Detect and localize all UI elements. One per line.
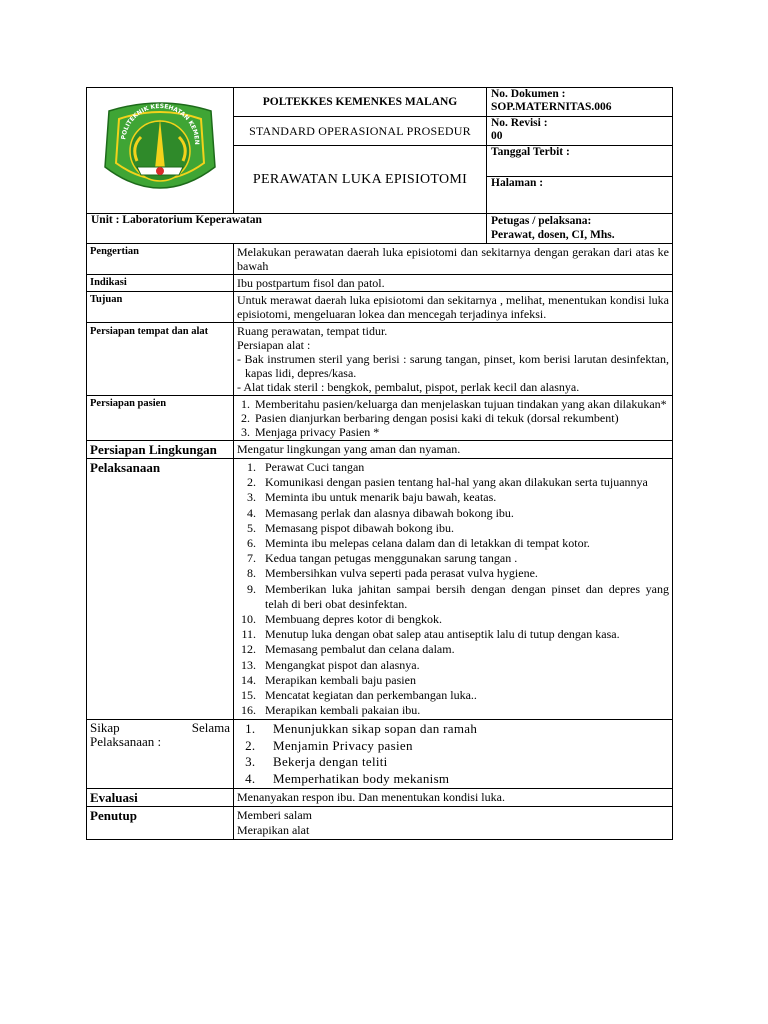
list-item: 1. Memberitahu pasien/keluarga dan menjelaskan tujuan tindakan yang akan dilakukan* xyxy=(253,397,669,411)
no-dokumen-label: No. Dokumen : xyxy=(491,88,566,100)
pengertian-label: Pengertian xyxy=(87,244,234,275)
list-item: 10. Membuang depres kotor di bengkok. xyxy=(259,612,669,627)
list-item: 3. Bekerja dengan teliti xyxy=(259,754,669,771)
list-item: 4. Memasang perlak dan alasnya dibawah bokong ibu. xyxy=(259,506,669,521)
list-item: - Alat tidak steril : bengkok, pembalut, pispot, perlak kecil dan alasnya. xyxy=(237,380,580,394)
penutup-line2: Merapikan alat xyxy=(237,823,310,838)
list-item: 7. Kedua tangan petugas menggunakan sarung tangan . xyxy=(259,551,669,566)
no-revisi-value: 00 xyxy=(491,130,503,142)
persiapan-pasien-label: Persiapan pasien xyxy=(87,396,234,441)
evaluasi-text: Menanyakan respon ibu. Dan menentukan kondisi luka. xyxy=(234,789,673,807)
list-item: 13. Mengangkat pispot dan alasnya. xyxy=(259,658,669,673)
list-item: 6. Meminta ibu melepas celana dalam dan di letakkan di tempat kotor. xyxy=(259,536,669,551)
logo-ring-text: POLITEKNIK KESEHATAN KEMEN xyxy=(120,102,201,145)
evaluasi-label: Evaluasi xyxy=(87,789,234,807)
tujuan-label: Tujuan xyxy=(87,292,234,323)
persiapan-alat-label: Persiapan tempat dan alat xyxy=(87,323,234,396)
sop-document xyxy=(86,87,672,840)
petugas-label: Petugas / pelaksana: xyxy=(491,215,592,227)
no-revisi-label: No. Revisi : xyxy=(491,117,548,129)
sikap-content xyxy=(234,720,673,789)
persiapan-alat-line2: Persiapan alat : xyxy=(237,338,311,352)
petugas-cell xyxy=(487,214,673,244)
list-item: - Bak instrumen steril yang berisi : sarung tangan, pinset, kom berisi larutan desinfektan, kapas lidi, depres/kasa. xyxy=(237,352,669,380)
institution-name: POLTEKKES KEMENKES MALANG xyxy=(234,88,487,117)
sikap-label-a: Sikap xyxy=(90,720,120,736)
list-item: 11. Menutup luka dengan obat salep atau antiseptik lalu di tutup dengan kasa. xyxy=(259,627,669,642)
list-item: 15. Mencatat kegiatan dan perkembangan luka.. xyxy=(259,688,669,703)
list-item: 2. Menjamin Privacy pasien xyxy=(259,738,669,755)
unit-label: Unit : Laboratorium Keperawatan xyxy=(87,214,487,244)
list-item: 2. Pasien dianjurkan berbaring dengan posisi kaki di tekuk (dorsal rekumbent) xyxy=(253,411,669,425)
no-dokumen-value: SOP.MATERNITAS.006 xyxy=(491,101,612,113)
persiapan-alat-content xyxy=(234,323,673,396)
sikap-label-c: Pelaksanaan : xyxy=(90,734,162,750)
persiapan-pasien-content xyxy=(234,396,673,441)
penutup-line1: Memberi salam xyxy=(237,808,312,823)
persiapan-lingkungan-text: Mengatur lingkungan yang aman dan nyaman. xyxy=(234,441,673,459)
pelaksanaan-label: Pelaksanaan xyxy=(87,459,234,720)
logo-cell xyxy=(87,88,234,214)
list-item: 1. Menunjukkan sikap sopan dan ramah xyxy=(259,721,669,738)
persiapan-alat-list xyxy=(237,352,669,394)
halaman: Halaman : xyxy=(487,177,673,214)
list-item: 5. Memasang pispot dibawah bokong ibu. xyxy=(259,521,669,536)
persiapan-pasien-list xyxy=(237,397,669,439)
list-item: 9. Memberikan luka jahitan sampai bersih dengan dengan pinset dan depres yang telah di beri obat desinfektan. xyxy=(259,582,669,612)
penutup-content xyxy=(234,807,673,840)
tujuan-text: Untuk merawat daerah luka episiotomi dan sekitarnya , melihat, menentukan kondisi luka episiotomi, mengeluaran lokea dan mencegah terjadinya infeksi. xyxy=(234,292,673,323)
indikasi-label: Indikasi xyxy=(87,275,234,292)
indikasi-text: Ibu postpartum fisol dan patol. xyxy=(234,275,673,292)
doc-title: PERAWATAN LUKA EPISIOTOMI xyxy=(234,146,487,214)
sikap-list xyxy=(237,721,669,787)
pelaksanaan-list xyxy=(237,460,669,718)
sikap-label-b: Selama xyxy=(191,720,230,736)
poltekkes-logo xyxy=(97,97,223,201)
list-item: 3. Meminta ibu untuk menarik baju bawah, keatas. xyxy=(259,490,669,505)
sop-table xyxy=(86,87,673,840)
pengertian-text: Melakukan perawatan daerah luka episiotomi dan sekitarnya dengan gerakan dari atas ke bawah xyxy=(234,244,673,275)
persiapan-alat-line1: Ruang perawatan, tempat tidur. xyxy=(237,324,388,338)
list-item: 14. Merapikan kembali baju pasien xyxy=(259,673,669,688)
penutup-label: Penutup xyxy=(87,807,234,840)
no-revisi-cell xyxy=(487,117,673,146)
list-item: 2. Komunikasi dengan pasien tentang hal-hal yang akan dilakukan serta tujuannya xyxy=(259,475,669,490)
list-item: 8. Membersihkan vulva seperti pada perasat vulva hygiene. xyxy=(259,566,669,581)
petugas-value: Perawat, dosen, CI, Mhs. xyxy=(491,229,615,241)
list-item: 3. Menjaga privacy Pasien * xyxy=(253,425,669,439)
sikap-label-line1 xyxy=(90,721,230,734)
sikap-label xyxy=(87,720,234,789)
tanggal-terbit: Tanggal Terbit : xyxy=(487,146,673,177)
pelaksanaan-content xyxy=(234,459,673,720)
list-item: 12. Memasang pembalut dan celana dalam. xyxy=(259,642,669,657)
no-dokumen-cell xyxy=(487,88,673,117)
list-item: 16. Merapikan kembali pakaian ibu. xyxy=(259,703,669,718)
doc-type: STANDARD OPERASIONAL PROSEDUR xyxy=(234,117,487,146)
list-item: 1. Perawat Cuci tangan xyxy=(259,460,669,475)
list-item: 4. Memperhatikan body mekanism xyxy=(259,771,669,788)
persiapan-lingkungan-label: Persiapan Lingkungan xyxy=(87,441,234,459)
